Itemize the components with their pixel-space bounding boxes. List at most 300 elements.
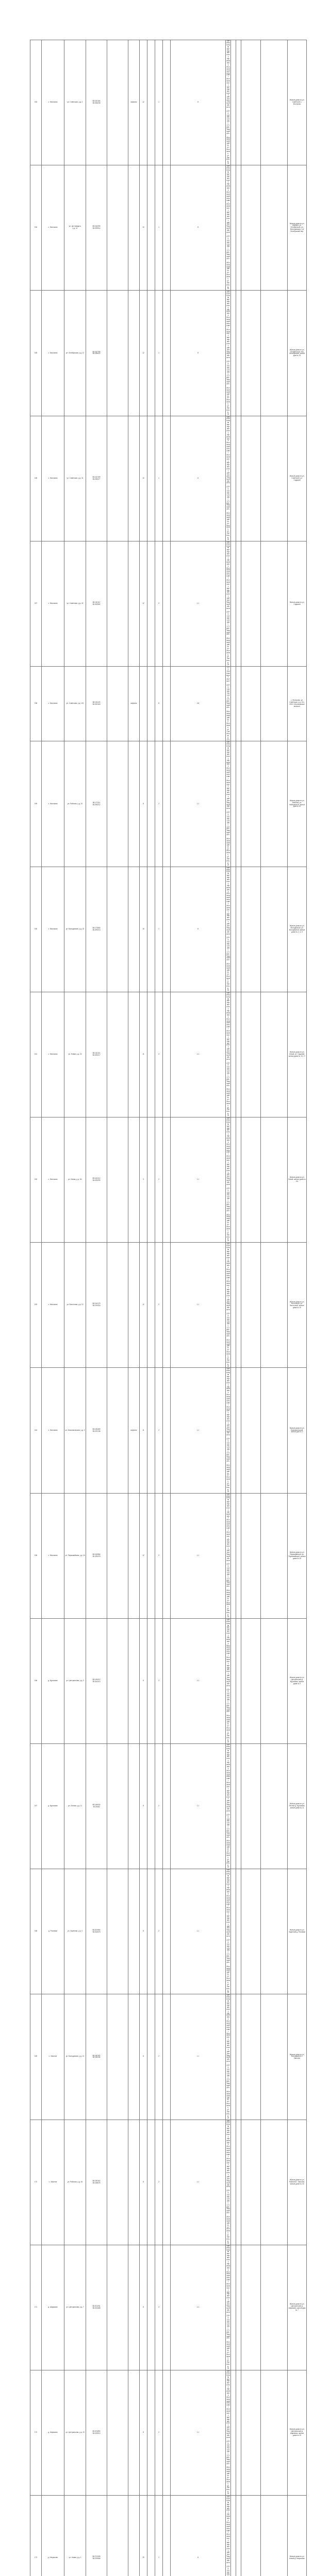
surface-cell	[128, 1493, 140, 1618]
row-number: 155	[30, 291, 42, 416]
volume-cell: 1.1	[171, 992, 226, 1117]
coordinates-cell: 58.201890 38.223510	[86, 2370, 107, 2495]
row-number: 160	[30, 867, 42, 992]
locality-cell: д. Курганово	[42, 1618, 64, 1743]
owner-org-cell: Администрация муниципального образования Молоковский сельсовет Молоковского муниципального района Тверской области, ОГРН 1026901234567, 171680, Тверская обл., Молоковский район, пгт Молоково, ул. Ленина, д. 29	[226, 1493, 231, 1618]
area-cell: 11	[140, 992, 147, 1117]
served-objects-cell: Жилые дома по ул. Новой, ул. Садовой, жилые дома № 15, 17	[288, 992, 307, 1117]
blank-cell	[236, 40, 241, 165]
blank-cell	[241, 2370, 261, 2495]
blank-cell	[147, 2120, 155, 2245]
locality-cell: с. Заполье	[42, 2120, 64, 2245]
row-number: 157	[30, 541, 42, 666]
locality-cell: с. Молоково	[42, 1117, 64, 1243]
blank-cell	[231, 1368, 236, 1493]
area-cell: 10	[140, 165, 147, 291]
coordinates-cell: 58.162199 38.208477	[86, 416, 107, 541]
blank-cell	[236, 1368, 241, 1493]
volume-cell: 1.1	[171, 1117, 226, 1243]
blank-cell	[163, 40, 171, 165]
address-cell: ул. Центральная, у д. 19	[64, 2370, 86, 2495]
blank-cell	[236, 541, 241, 666]
locality-cell: д. Курганово	[42, 1743, 64, 1869]
blank-cell	[163, 1243, 171, 1368]
container-count-cell: 1	[155, 291, 163, 416]
blank-cell	[147, 992, 155, 1117]
container-count-cell: 1	[155, 416, 163, 541]
volume-cell: 1.1	[171, 2245, 226, 2370]
blank-cell	[231, 1618, 236, 1743]
blank-cell	[163, 1493, 171, 1618]
owner-org-cell: Администрация муниципального образования Молоковский сельсовет Молоковского муниципального района Тверской области, ОГРН 1026901234567, 171680, Тверская обл., Молоковский район, пгт Молоково, ул. Ленина, д. 29	[226, 2120, 231, 2245]
blank-cell	[261, 1243, 288, 1368]
table-row	[30, 2370, 307, 2495]
table-row	[30, 40, 307, 165]
volume-cell: 8	[171, 2496, 226, 2576]
volume-cell: 8	[171, 165, 226, 291]
table-row	[30, 1743, 307, 1869]
volume-cell: 1.1	[171, 1994, 226, 2120]
owner-org-cell: Администрация муниципального образования Молоковский сельсовет Молоковского муниципального района Тверской области, ОГРН 1026901234567, 171680, Тверская обл., Молоковский район, пгт Молоково, ул. Ленина, д. 29	[226, 2370, 231, 2495]
blank-cell	[261, 1117, 288, 1243]
surface-cell	[128, 1743, 140, 1869]
row-number: 169	[30, 1994, 42, 2120]
blank-cell	[107, 2370, 128, 2495]
coordinates-cell: 58.145412 38.244313	[86, 1618, 107, 1743]
table-row	[30, 165, 307, 291]
row-number: 154	[30, 165, 42, 291]
volume-cell: 0.8	[171, 666, 226, 741]
blank-cell	[261, 992, 288, 1117]
address-cell: ул. Центральная, у д. 3	[64, 1618, 86, 1743]
served-objects-cell: Жилые дома по ул. Новой д. Некрасово	[288, 2496, 307, 2576]
table-row	[30, 2120, 307, 2245]
blank-cell	[241, 2120, 261, 2245]
container-count-cell: 1	[155, 2496, 163, 2576]
table-row	[30, 992, 307, 1117]
area-cell: 12	[140, 1243, 147, 1368]
owner-org-cell: Администрация муниципального образования Молоковский сельсовет Молоковского муниципального района Тверской области, ОГРН 1026901234567, 171680, Тверская обл., Молоковский район, пгт Молоково, ул. Ленина, д. 29	[226, 1994, 231, 2120]
blank-cell	[236, 1117, 241, 1243]
locality-cell: д. Некрасово	[42, 2496, 64, 2576]
blank-cell	[147, 2245, 155, 2370]
blank-cell	[231, 291, 236, 416]
area-cell: 3	[140, 1117, 147, 1243]
volume-cell: 1.1	[171, 1618, 226, 1743]
blank-cell	[107, 1493, 128, 1618]
served-objects-cell: Жилые дома по ул. Молодежной, ул. Молодежной, жилые дома № 2, 4, 6	[288, 867, 307, 992]
surface-cell	[128, 165, 140, 291]
blank-cell	[241, 1869, 261, 1994]
coordinates-cell: 58.162099 38.209514	[86, 165, 107, 291]
blank-cell	[236, 165, 241, 291]
row-number: 165	[30, 1493, 42, 1618]
blank-cell	[163, 2370, 171, 2495]
blank-cell	[163, 992, 171, 1117]
blank-cell	[231, 666, 236, 741]
blank-cell	[107, 1117, 128, 1243]
blank-cell	[241, 1243, 261, 1368]
blank-cell	[147, 291, 155, 416]
blank-cell	[236, 1869, 241, 1994]
coordinates-cell: 58.162785 38.228422	[86, 291, 107, 416]
locality-cell: с. Молоково	[42, 541, 64, 666]
owner-org-cell: Администрация муниципального образования Молоковский сельсовет Молоковского муниципального района Тверской области, ОГРН 1026901234567, 171680, Тверская обл., Молоковский район, пгт Молоково, ул. Ленина, д. 29	[226, 741, 231, 867]
volume-cell: 1.1	[171, 1493, 226, 1618]
served-objects-cell: с. Молоково, ул. Советская, у д. 101, ООО «Молоковское молоко»	[288, 666, 307, 741]
address-cell: ул. Молодежная, у д. 20	[64, 867, 86, 992]
coordinates-cell: 58.164175 38.219416	[86, 1243, 107, 1368]
blank-cell	[236, 1243, 241, 1368]
surface-cell	[128, 2496, 140, 2576]
blank-cell	[107, 1869, 128, 1994]
locality-cell: с. Заполье	[42, 1994, 64, 2120]
blank-cell	[163, 1743, 171, 1869]
blank-cell	[147, 1869, 155, 1994]
surface-cell: асфальт	[128, 1368, 140, 1493]
table-row	[30, 2245, 307, 2370]
blank-cell	[163, 541, 171, 666]
address-cell: ул. Советская, у д. 1	[64, 40, 86, 165]
blank-cell	[163, 666, 171, 741]
surface-cell	[128, 741, 140, 867]
container-count-cell: 2	[155, 1618, 163, 1743]
blank-cell	[107, 1368, 128, 1493]
served-objects-cell: Жилые дома по ул. Садовой	[288, 541, 307, 666]
container-count-cell: 2	[155, 1869, 163, 1994]
surface-cell	[128, 1994, 140, 2120]
locality-cell: с. Молоково	[42, 1368, 64, 1493]
locality-cell: с. Молоково	[42, 416, 64, 541]
served-objects-cell: Жилые дома по ул. Центральной д. Ширяково, жилой дом № 7	[288, 2245, 307, 2370]
blank-cell	[241, 1618, 261, 1743]
served-objects-cell: Жилые дома по ул. Центральной д. Ширяково, жилые дома № 19	[288, 2370, 307, 2495]
area-cell: 11	[140, 1368, 147, 1493]
blank-cell	[147, 2370, 155, 2495]
blank-cell	[236, 1618, 241, 1743]
container-count-cell: 1	[155, 165, 163, 291]
blank-cell	[107, 2245, 128, 2370]
blank-cell	[231, 992, 236, 1117]
owner-org-cell: Администрация муниципального образования Молоковский сельсовет Молоковского муниципального района Тверской области, ОГРН 102690123	[226, 2496, 231, 2576]
table-row	[30, 1368, 307, 1493]
blank-cell	[163, 1117, 171, 1243]
area-cell: 10	[140, 416, 147, 541]
row-number: 170	[30, 2120, 42, 2245]
table-row	[30, 2496, 307, 2576]
locality-cell: с. Молоково	[42, 1243, 64, 1368]
blank-cell	[236, 2120, 241, 2245]
blank-cell	[107, 1618, 128, 1743]
locality-cell: д. Ширяково	[42, 2370, 64, 2495]
blank-cell	[231, 2120, 236, 2245]
served-objects-cell: Жилые дома по ул. Октябрьской, пер. Октябрьский, жилой дом № 23	[288, 291, 307, 416]
container-count-cell: 2	[155, 2370, 163, 2495]
served-objects-cell: Жилые дома по ул. Новой, жилые дома № 111	[288, 1117, 307, 1243]
container-count-cell: 2	[155, 2120, 163, 2245]
blank-cell	[147, 666, 155, 741]
blank-cell	[241, 291, 261, 416]
locality-cell: д. Роговики	[42, 1869, 64, 1994]
blank-cell	[231, 2370, 236, 2495]
blank-cell	[261, 416, 288, 541]
locality-cell: с. Молоково	[42, 165, 64, 291]
owner-org-cell: Администрация муниципального образования Молоковский сельсовет Молоковского муниципального района Тверской области, ОГРН 1026901234567, 171680, Тверская обл., Молоковский район, пгт Молоково, ул. Ленина, д. 29	[226, 867, 231, 992]
blank-cell	[236, 2496, 241, 2576]
owner-org-cell: Администрация муниципального образования Молоковский сельсовет Молоковского муниципального района Тверской области, ОГРН 1026901234567, 171680, Тверская обл., Молоковский район, пгт Молоково, ул. Ленина, д. 29	[226, 416, 231, 541]
address-cell: ул. Первомайская, у д. 15	[64, 1493, 86, 1618]
blank-cell	[231, 867, 236, 992]
volume-cell: 1.1	[171, 1743, 226, 1869]
served-objects-cell: Жилые дома по ул. Заречной д. Роговики	[288, 1869, 307, 1994]
blank-cell	[231, 165, 236, 291]
table-row	[30, 741, 307, 867]
area-cell	[140, 666, 147, 741]
blank-cell	[241, 1994, 261, 2120]
served-objects-cell: Жилые дома по ул. Восточной, ул. Восточной, жилые дома № 10	[288, 1243, 307, 1368]
row-number: 166	[30, 1618, 42, 1743]
table-row	[30, 1618, 307, 1743]
blank-cell	[241, 165, 261, 291]
blank-cell	[236, 1743, 241, 1869]
blank-cell	[163, 2245, 171, 2370]
row-number: 171	[30, 2245, 42, 2370]
blank-cell	[231, 416, 236, 541]
blank-cell	[261, 2496, 288, 2576]
address-cell: ул. Рабочая, у д. 10	[64, 741, 86, 867]
surface-cell	[128, 1243, 140, 1368]
row-number: 159	[30, 741, 42, 867]
blank-cell	[147, 165, 155, 291]
blank-cell	[107, 291, 128, 416]
blank-cell	[163, 2120, 171, 2245]
locality-cell: с. Молоково	[42, 291, 64, 416]
blank-cell	[261, 2120, 288, 2245]
owner-org-cell: Администрация муниципального образования Молоковский сельсовет Молоковского муниципального района Тверской области, ОГРН 1026901234567, 171680, Тверская обл., Молоковский район, пгт Молоково, ул. Ленина, д. 29	[226, 1869, 231, 1994]
area-cell: 12	[140, 541, 147, 666]
blank-cell	[236, 666, 241, 741]
address-cell: ул. Рабочая, у д. 16	[64, 2120, 86, 2245]
surface-cell	[128, 1869, 140, 1994]
blank-cell	[231, 2496, 236, 2576]
blank-cell	[147, 1117, 155, 1243]
row-number: 163	[30, 1243, 42, 1368]
container-count-cell: 1	[155, 40, 163, 165]
blank-cell	[261, 165, 288, 291]
coordinates-cell: 58.155489 38.219136	[86, 1368, 107, 1493]
blank-cell	[241, 1117, 261, 1243]
blank-cell	[147, 1368, 155, 1493]
volume-cell: 1.1	[171, 541, 226, 666]
address-cell: ул. Новая, у д. 1	[64, 2496, 86, 2576]
table-row	[30, 1994, 307, 2120]
surface-cell	[128, 1618, 140, 1743]
table-row	[30, 1243, 307, 1368]
table-row	[30, 416, 307, 541]
blank-cell	[163, 1368, 171, 1493]
blank-cell	[261, 291, 288, 416]
table-row	[30, 1869, 307, 1994]
address-cell: ул. Советская, у д. 31	[64, 416, 86, 541]
served-objects-cell: Жилые дома по ул. Первомайской, ул. Первомайской, жилые дома № 15	[288, 1493, 307, 1618]
blank-cell	[261, 1493, 288, 1618]
owner-org-cell: Администрация муниципального образования Молоковский сельсовет Молоковского муниципального района Тверской области, ОГРН 1026901234567, 171680, Тверская обл., Молоковский район, пгт Молоково, ул. Ленина, д. 29	[226, 541, 231, 666]
area-cell: 8	[140, 1869, 147, 1994]
blank-cell	[261, 1618, 288, 1743]
row-number: 158	[30, 666, 42, 741]
blank-cell	[147, 1618, 155, 1743]
coordinates-cell: 58.172111 38.206212	[86, 741, 107, 867]
container-count-cell: 2	[155, 741, 163, 867]
locality-cell: с. Молоково	[42, 1493, 64, 1618]
coordinates-cell: 58.201251 38.223488	[86, 2245, 107, 2370]
blank-cell	[147, 2496, 155, 2576]
address-cell: ул. Комсомольская, у д. 2	[64, 1368, 86, 1493]
blank-cell	[236, 1493, 241, 1618]
volume-cell: 1.1	[171, 2370, 226, 2495]
owner-org-cell: Администрация муниципального образования Молоковский сельсовет Молоковского муниципального района Тверской области, ОГРН 1026901234567, 171680, Тверская обл., Молоковский район, пгт Молоково, ул. Ленина, д. 29	[226, 2245, 231, 2370]
container-count-cell: 2	[155, 2245, 163, 2370]
blank-cell	[261, 1743, 288, 1869]
volume-cell: 8	[171, 867, 226, 992]
coordinates-cell: 58.162866 38.229476	[86, 1493, 107, 1618]
volume-cell: 1.1	[171, 1869, 226, 1994]
row-number: 173	[30, 2496, 42, 2576]
blank-cell	[261, 1994, 288, 2120]
coordinates-cell: 58.201964 38.242875	[86, 1869, 107, 1994]
table-row	[30, 541, 307, 666]
locality-cell: с. Молоково	[42, 741, 64, 867]
coordinates-cell: 58.162114 38.209217	[86, 992, 107, 1117]
served-objects-cell: Жилые дома по ул. Центральной д. Курганово, жилые дома № 3	[288, 1618, 307, 1743]
blank-cell	[147, 40, 155, 165]
container-count-cell: 2	[155, 1117, 163, 1243]
blank-cell	[236, 2370, 241, 2495]
blank-cell	[261, 1368, 288, 1493]
blank-cell	[163, 867, 171, 992]
blank-cell	[261, 741, 288, 867]
owner-org-cell: Администрация муниципального образования Молоковский сельсовет Молоковского муниципального района Тверской области, ОГРН 1026901234567, 171680, Тверская обл., Молоковский район, пгт Молоково, ул. Ленина, д. 29	[226, 992, 231, 1117]
locality-cell: с. Молоково	[42, 992, 64, 1117]
owner-org-cell: Администрация муниципального образования Молоковский сельсовет Молоковского муниципального района Тверской области, ОГРН 1026901234567, 171680, Тверская обл., Молоковский район, пгт Молоково, ул. Ленина, д. 29	[226, 1117, 231, 1243]
blank-cell	[163, 165, 171, 291]
blank-cell	[163, 1869, 171, 1994]
blank-cell	[147, 416, 155, 541]
blank-cell	[236, 1994, 241, 2120]
blank-cell	[231, 1743, 236, 1869]
blank-cell	[231, 1493, 236, 1618]
blank-cell	[107, 541, 128, 666]
surface-cell	[128, 416, 140, 541]
served-objects-cell: Жилые дома по ул. Комсомольской, жилой дом № 2	[288, 1368, 307, 1493]
area-cell: 8	[140, 2245, 147, 2370]
served-objects-cell: Жилые дома по ул. Советской, ул. Садовой	[288, 416, 307, 541]
container-count-cell: 2	[155, 992, 163, 1117]
blank-cell	[231, 541, 236, 666]
blank-cell	[231, 40, 236, 165]
area-cell: 12	[140, 40, 147, 165]
locality-cell: д. Ширяково	[42, 2245, 64, 2370]
blank-cell	[236, 291, 241, 416]
blank-cell	[107, 666, 128, 741]
surface-cell: асфальт	[128, 40, 140, 165]
blank-cell	[231, 1117, 236, 1243]
owner-org-cell: Администрация муниципального образования Молоковский сельсовет Молоковского муниципального района Тверской области, ОГРН 1026901234567, 171680, Тверская обл., Молоковский район, пгт Молоково, ул. Ленина, д. 29	[226, 1368, 231, 1493]
table-body	[30, 40, 307, 2576]
owner-org-cell: ООО «Молоковское молоко», ОГРН 1066907001234, 171680, Тверская обл., Молоковский район, с. Молоково, ул. Советская, д. 101	[226, 666, 231, 741]
blank-cell	[261, 867, 288, 992]
blank-cell	[261, 2370, 288, 2495]
waste-sites-table	[30, 40, 307, 2576]
owner-org-cell: Администрация муниципального образования Молоковский сельсовет Молоковского муниципального района Тверской области, ОГРН 1026901234567, 171680, Тверская обл., Молоковский район, пгт Молоково, ул. Ленина, д. 29	[226, 40, 231, 165]
table-row	[30, 291, 307, 416]
area-cell: 8	[140, 2370, 147, 2495]
container-count-cell: 2	[155, 541, 163, 666]
served-objects-cell: Жилые дома по ул. Рабочей с. Заполье, жилые дома № 16	[288, 2120, 307, 2245]
blank-cell	[231, 1243, 236, 1368]
blank-cell	[147, 1743, 155, 1869]
row-number: 164	[30, 1368, 42, 1493]
row-number: 161	[30, 992, 42, 1117]
address-cell: ул. Молодежная, у д. 13	[64, 1994, 86, 2120]
surface-cell	[128, 541, 140, 666]
blank-cell	[231, 741, 236, 867]
address-cell: ул. Октябрьская, у д. 12	[64, 291, 86, 416]
owner-org-cell: Администрация муниципального образования Молоковский сельсовет Молоковского муниципального района Тверской области, ОГРН 1026901234567, 171680, Тверская обл., Молоковский район, пгт Молоково, ул. Ленина, д. 29	[226, 291, 231, 416]
volume-cell: 1.1	[171, 1368, 226, 1493]
blank-cell	[241, 2496, 261, 2576]
blank-cell	[163, 741, 171, 867]
area-cell: 25	[140, 2496, 147, 2576]
blank-cell	[241, 666, 261, 741]
blank-cell	[147, 1493, 155, 1618]
blank-cell	[241, 40, 261, 165]
served-objects-cell: Жилые дома по ул. Рабочей, ул. Набережной, жилой дом № 10	[288, 741, 307, 867]
blank-cell	[241, 867, 261, 992]
table-row	[30, 867, 307, 992]
document-page	[0, 0, 330, 466]
blank-cell	[241, 1743, 261, 1869]
container-count-cell: 2	[155, 1743, 163, 1869]
served-objects-cell: Жилые дома по ул. Лесной д. Курганово, жилые дома № 11	[288, 1743, 307, 1869]
surface-cell	[128, 291, 140, 416]
blank-cell	[107, 2496, 128, 2576]
blank-cell	[241, 992, 261, 1117]
area-cell: 8	[140, 741, 147, 867]
address-cell: ул. Советская, у д. 101	[64, 666, 86, 741]
locality-cell: с. Молоково	[42, 867, 64, 992]
volume-cell: 1.1	[171, 1243, 226, 1368]
coordinates-cell: 58.162412 38.209299	[86, 1117, 107, 1243]
blank-cell	[107, 867, 128, 992]
blank-cell	[231, 2245, 236, 2370]
blank-cell	[107, 1743, 128, 1869]
blank-cell	[236, 992, 241, 1117]
volume-cell: 8	[171, 416, 226, 541]
blank-cell	[163, 2496, 171, 2576]
blank-cell	[107, 165, 128, 291]
blank-cell	[261, 40, 288, 165]
coordinates-cell: 58.162184 38.208236	[86, 40, 107, 165]
served-objects-cell: Жилые дома по ул. Молодежной с. Заполье	[288, 1994, 307, 2120]
blank-cell	[236, 741, 241, 867]
blank-cell	[147, 1994, 155, 2120]
address-cell: ул. Центральная, у д. 7	[64, 2245, 86, 2370]
container-count-cell: 2	[155, 1368, 163, 1493]
blank-cell	[107, 741, 128, 867]
surface-cell	[128, 2370, 140, 2495]
surface-cell: асфальт	[128, 666, 140, 741]
